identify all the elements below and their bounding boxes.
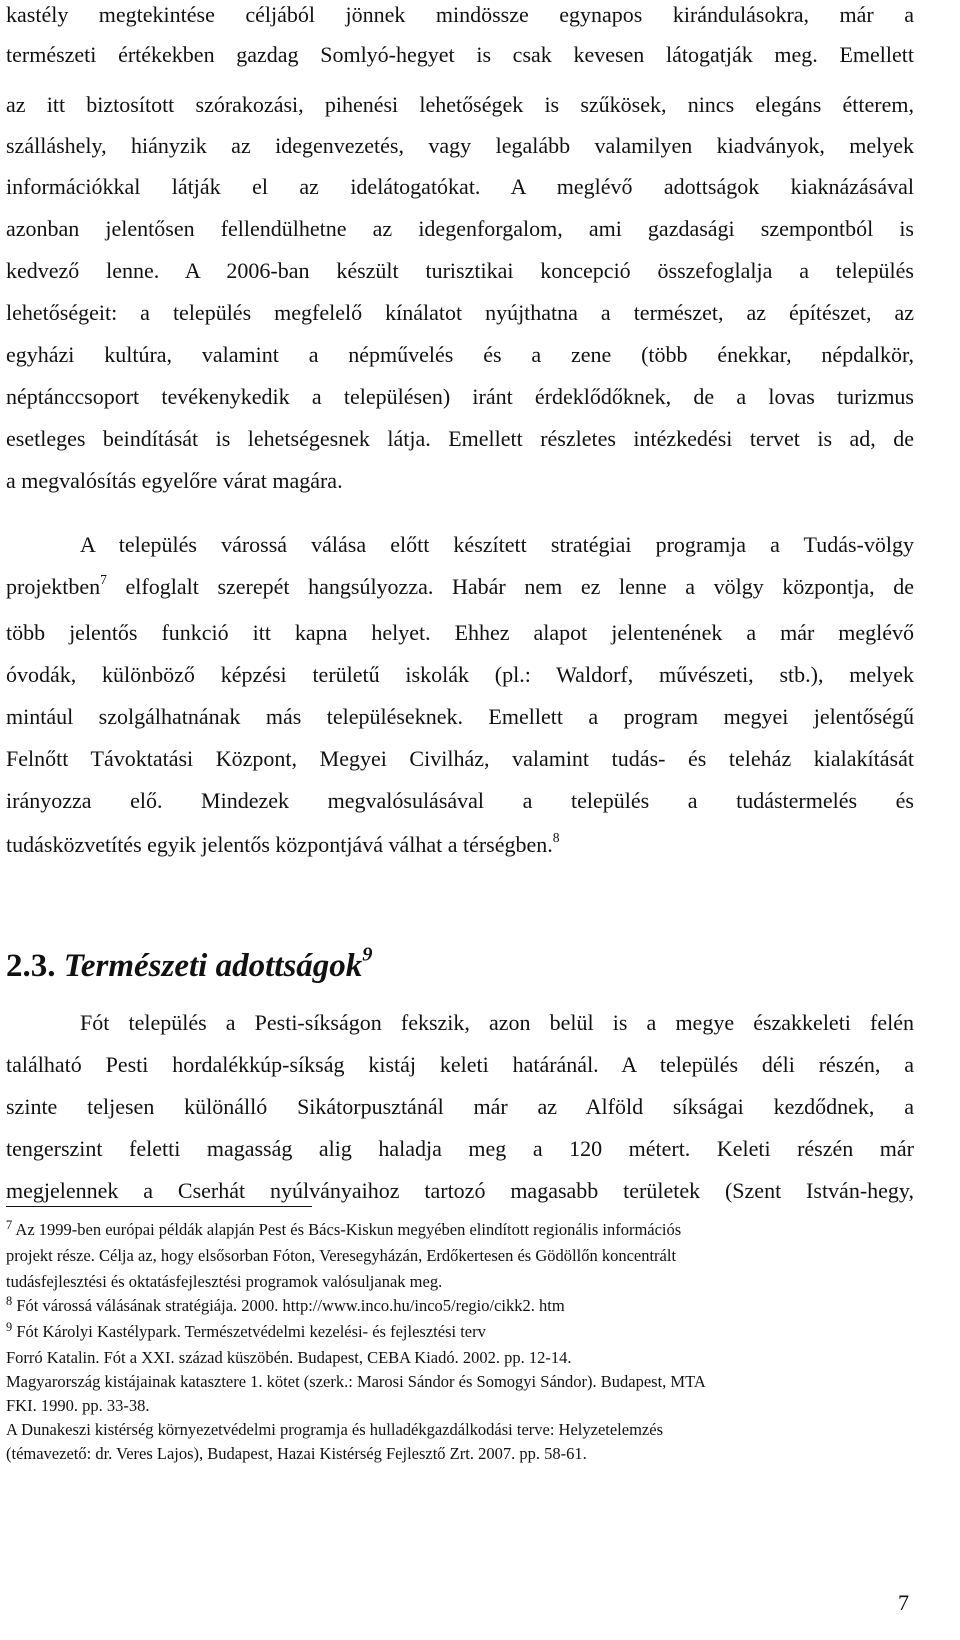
body-line: Fót település a Pesti-síkságon fekszik, azon belül is a megye északkeleti felén xyxy=(80,1010,914,1035)
page-number: 7 xyxy=(898,1590,909,1615)
body-line: az itt biztosított szórakozási, pihenési lehetőségek is szűkösek, nincs elegáns étterem, xyxy=(6,92,914,117)
body-line-with-footnote xyxy=(6,572,914,602)
footnote-mark: 8 xyxy=(6,1293,13,1308)
section-heading xyxy=(6,943,373,986)
section-title: Természeti adottságok xyxy=(63,948,363,984)
footnote-line: (témavezető: dr. Veres Lajos), Budapest, Hazai Kistérség Fejlesztő Zrt. 2007. pp. 58-61. xyxy=(6,1444,587,1463)
footnote-mark: 7 xyxy=(6,1217,13,1232)
footnote-line: projekt része. Célja az, hogy elsősorban Fóton, Veresegyházán, Erdőkertesen és Gödöllőn koncentrált xyxy=(6,1246,677,1265)
body-line: Felnőtt Távoktatási Központ, Megyei Civilház, valamint tudás- és teleház kialakítását xyxy=(6,746,914,771)
footnote-line: Forró Katalin. Fót a XXI. század küszöbén. Budapest, CEBA Kiadó. 2002. pp. 12-14. xyxy=(6,1348,572,1367)
body-line: megjelennek a Cserhát nyúlványaihoz tartozó magasabb területek (Szent István-hegy, xyxy=(6,1178,914,1203)
footnote-ref-8[interactable]: 8 xyxy=(552,829,560,845)
body-line: egyházi kultúra, valamint a népművelés és a zene (több énekkar, népdalkör, xyxy=(6,342,914,367)
footnote-ref-7[interactable]: 7 xyxy=(100,571,107,587)
text-run: tudásközvetítés egyik jelentős központjává válhat a térségben. xyxy=(6,832,553,857)
body-line: óvodák, különböző képzési területű iskolák (pl.: Waldorf, művészeti, stb.), melyek xyxy=(6,662,914,687)
text-run: projektben xyxy=(6,574,101,599)
footnote-line: tudásfejlesztési és oktatásfejlesztési programok valósuljanak meg. xyxy=(6,1272,443,1291)
body-line: tengerszint feletti magasság alig haladja meg a 120 métert. Keleti részén már xyxy=(6,1136,914,1161)
body-line-with-footnote xyxy=(6,830,914,860)
body-line: információkkal látják el az idelátogatókat. A meglévő adottságok kiaknázásával xyxy=(6,174,914,199)
footnote-line: FKI. 1990. pp. 33-38. xyxy=(6,1396,150,1415)
body-line: kedvező lenne. A 2006-ban készült turisztikai koncepció összefoglalja a település xyxy=(6,258,914,283)
text-run: elfoglalt szerepét hangsúlyozza. Habár nem ez lenne a völgy központja, de xyxy=(106,574,914,599)
body-line: mintául szolgálhatnának más településeknek. Emellett a program megyei jelentőségű xyxy=(6,704,914,729)
footnote-mark: 9 xyxy=(6,1319,13,1334)
body-line: kastély megtekintése céljából jönnek mindössze egynapos kirándulásokra, már a xyxy=(6,2,914,27)
footnote-separator xyxy=(6,1206,312,1207)
body-line: szinte teljesen különálló Sikátorpusztánál már az Alföld síkságai kezdődnek, a xyxy=(6,1094,914,1119)
section-number: 2.3. xyxy=(6,948,56,984)
body-line: szálláshely, hiányzik az idegenvezetés, vagy legalább valamilyen kiadványok, melyek xyxy=(6,133,914,158)
body-line: A település várossá válása előtt készített stratégiai programja a Tudás-völgy xyxy=(80,532,914,557)
body-line: lehetőségeit: a település megfelelő kínálatot nyújthatna a természet, az építészet, az xyxy=(6,300,914,325)
body-line: található Pesti hordalékkúp-síkság kistáj keleti határánál. A település déli részén, a xyxy=(6,1052,914,1077)
footnote-8 xyxy=(6,1293,914,1316)
footnote-text: Az 1999-ben európai példák alapján Pest és Bács-Kiskun megyében elindított regionális információs xyxy=(12,1220,682,1239)
body-line: természeti értékekben gazdag Somlyó-hegyet is csak kevesen látogatják meg. Emellett xyxy=(6,42,914,67)
footnote-text[interactable]: Fót várossá válásának stratégiája. 2000. http://www.inco.hu/inco5/regio/cikk2. htm xyxy=(12,1296,565,1315)
body-line: esetleges beindítását is lehetségesnek látja. Emellett részletes intézkedési tervet is ad, de xyxy=(6,426,914,451)
footnote-9 xyxy=(6,1319,914,1342)
body-line: irányozza elő. Mindezek megvalósulásával a település a tudástermelés és xyxy=(6,788,914,813)
footnote-7 xyxy=(6,1217,914,1240)
body-line: azonban jelentősen fellendülhetne az idegenforgalom, ami gazdasági szempontból is xyxy=(6,216,914,241)
footnote-ref-9[interactable]: 9 xyxy=(362,943,373,966)
footnote-line: Magyarország kistájainak katasztere 1. kötet (szerk.: Marosi Sándor és Somogyi Sándor). Budapest, MTA xyxy=(6,1372,706,1391)
footnote-line: A Dunakeszi kistérség környezetvédelmi programja és hulladékgazdálkodási terve: Helyzetelemzés xyxy=(6,1420,663,1439)
body-line: a megvalósítás egyelőre várat magára. xyxy=(6,468,343,493)
body-line: több jelentős funkció itt kapna helyet. Ehhez alapot jelentenének a már meglévő xyxy=(6,620,914,645)
footnote-text: Fót Károlyi Kastélypark. Természetvédelmi kezelési- és fejlesztési terv xyxy=(12,1322,486,1341)
body-line: néptánccsoport tevékenykedik a településen) iránt érdeklődőknek, de a lovas turizmus xyxy=(6,384,914,409)
